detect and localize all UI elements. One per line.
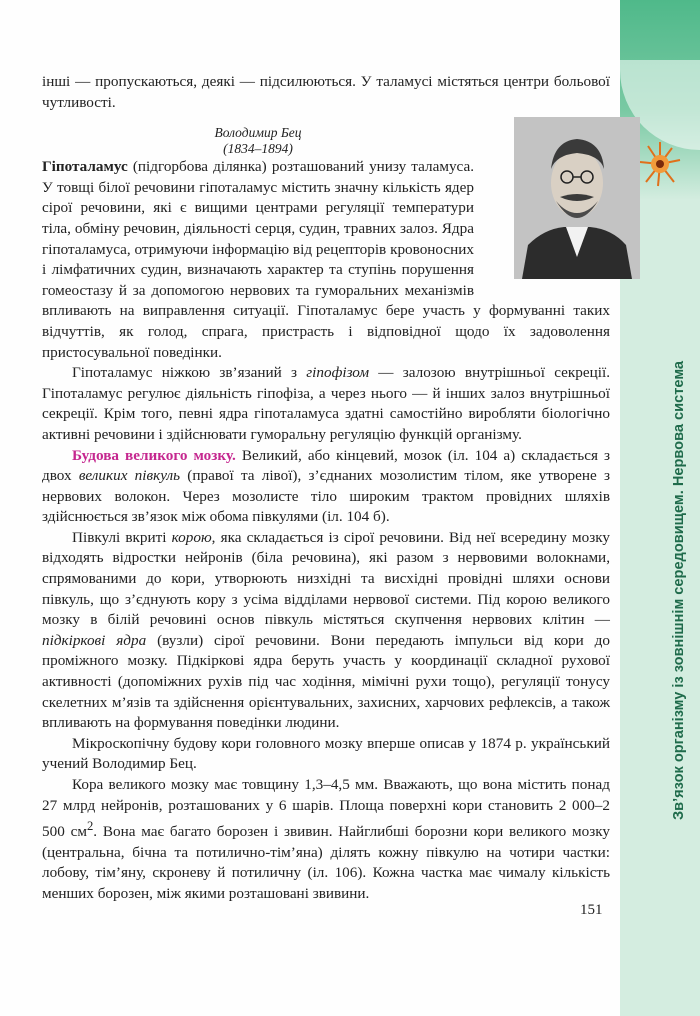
pituitary-text-b: — залозою внутрішньої секреції. Гіпоталамус регулює діяльність гіпофіза, а через нього — й інших залоз внутрішньої секреції. Крім того, певні ядра гіпоталамуса здатні самостійно виробляти біологічно активні речовини і здійснювати гуморальну регуляцію функцій організму. [42, 364, 610, 443]
size-text-b: . Вона має багато борозен і звивин. Найглибші борозни кори великого мозку (центральна, бічна та потилично-тім’яна) ділять кожну півкулю на чотири частки: лобову, тім’яну, скроневу й потиличну (іл. 106). Кожна частка має чималу кількість менших борозен, між якими розташовані звивини. [42, 823, 611, 903]
cortex-text-c: (вузли) сірої речовини. Вони передають імпульси від кори до проміжного мозку. Підкіркові ядра беруть участь у координації складної рухової активності (допоміжних рухів під час ходіння, мімічні рухи тощо), регуляції тонусу скелетних м’язів та здійснення орієнтувальних, захисних, харчових рефлексів, а також впливають на формування поведінки людини. [42, 631, 610, 732]
hypothalamus-text: (підгорбова ділянка) розташований унизу таламуса. У товщі білої речовини гіпоталамус містить значну кількість ядер сірої речовини, які є вищими центрами регуляції температури тіла, обміну речовин, діяльності серця, судин, травних залоз. Ядра гіпоталамуса, отримуючи інформацію від рецепторів кровоносних і лімфатичних судин, визначають характер та ступінь порушення гомеостазу й за допомогою нервових та гуморальних механізмів впливають на виправлення ситуації. Гіпоталамус бере участь у формуванні таких відчуттів, як голод, спрага, пристрасть і відповідної щодо їх задоволення пристосувальної поведінки. [42, 158, 610, 361]
sidebar-heading: Зв’язок організму із зовнішнім середовищем. Нервова система [671, 360, 687, 820]
heading-cerebrum: Будова великого мозку. [72, 446, 236, 464]
term-pituitary: гіпофізом [306, 364, 370, 382]
paragraph-cerebrum [42, 446, 610, 528]
paragraph-1: інші — пропускаються, деякі — підсилюються. У таламусі містяться центри больової чутливості. [42, 73, 610, 111]
cortex-text-a: Півкулі вкриті [72, 528, 172, 546]
portrait-caption-years: (1834–1894) [223, 141, 293, 157]
portrait-photo [514, 117, 640, 279]
portrait-caption-name: Володимир Бец [214, 125, 302, 141]
portrait-figure [484, 117, 610, 286]
cerebrum-text-b: (правої та лівої), з’єднаних мозолистим тілом, яке утворене з нервових волокон. Через мозолисте тіло широким трактом провідних шляхів здійснюється зв’язок між обома півкулями (іл. 104 б). [42, 467, 610, 526]
paragraph-cortex [42, 528, 610, 734]
page-number: 151 [580, 902, 603, 918]
paragraph-betz: Мікроскопічну будову кори головного мозку вперше описав у 1874 р. український учений Володимир Бец. [42, 734, 610, 773]
sidebar-heading-wrap [640, 250, 687, 820]
term-hypothalamus: Гіпоталамус [42, 158, 128, 176]
term-hemispheres: великих півкуль [78, 467, 181, 485]
term-cortex: корою [171, 528, 212, 546]
size-superscript: 2 [86, 819, 94, 834]
pituitary-text-a: Гіпоталамус ніжкою зв’язаний з [72, 364, 307, 382]
term-subcortical-nuclei: підкіркові ядра [42, 631, 147, 649]
cortex-text-b: , яка складається із сірої речовини. Від неї всередину мозку відходять відростки нейронів (біла речовина), які разом з нервовими волокнами, спрямованими до кори, утворюють низхідні та висхідні провідні шляхи основи півкуль, що з’єднують кору з усіма відділами нервової системи. Під корою великого мозку в білій речовині основ півкуль містяться скупчення нервових клітин — [42, 528, 610, 629]
paragraph-cortex-size [42, 775, 610, 905]
cerebrum-text-a: Великий, або кінцевий, мозок (іл. 104 а) складається з двох [42, 446, 610, 485]
neuron-star-icon [636, 140, 684, 188]
size-text-a: Кора великого мозку має товщину 1,3–4,5 мм. Вважають, що вона містить понад 27 млрд нейронів, розташованих у 6 шарів. Площа поверхні кори становить 2 000–2 500 см [42, 776, 610, 841]
paragraph-pituitary [42, 363, 610, 445]
page-body [42, 72, 610, 905]
